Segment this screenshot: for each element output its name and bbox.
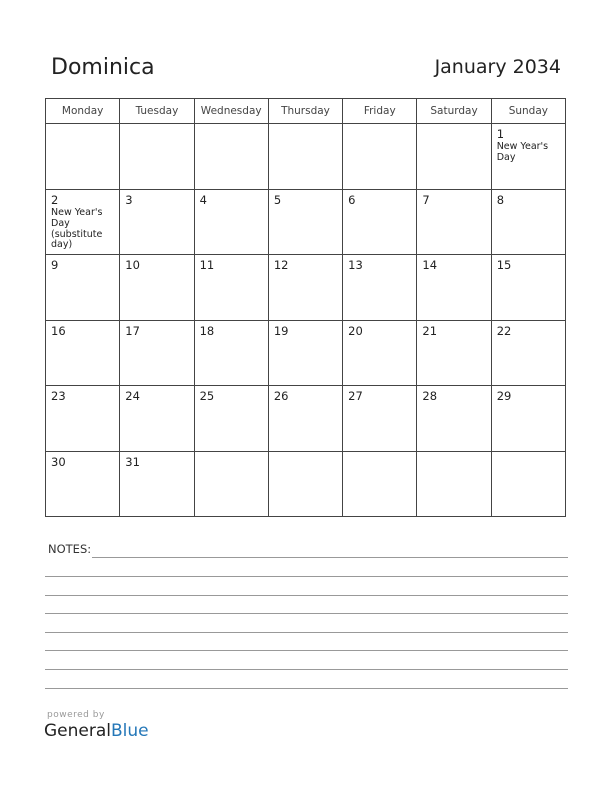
- day-cell[interactable]: [491, 386, 565, 452]
- day-cell[interactable]: [491, 255, 565, 321]
- day-cell[interactable]: [417, 451, 491, 517]
- week-row: [46, 320, 566, 386]
- day-number: 16: [51, 323, 66, 338]
- day-number: 14: [422, 258, 438, 272]
- day-cell[interactable]: [491, 451, 565, 517]
- weekday-header: Monday: [46, 99, 120, 124]
- week-row: [46, 451, 566, 517]
- weekday-header-row: [46, 99, 566, 124]
- day-number: 27: [348, 389, 363, 403]
- day-number: 31: [125, 454, 140, 469]
- month-year-title: January 2034: [434, 56, 561, 78]
- day-number: 3: [125, 192, 133, 207]
- day-cell[interactable]: [417, 320, 491, 386]
- day-number: 26: [273, 389, 289, 403]
- brand-general: General: [44, 721, 111, 741]
- day-cell[interactable]: [268, 386, 342, 452]
- note-line: [92, 557, 568, 558]
- day-number: 29: [496, 389, 512, 403]
- day-number: 25: [199, 389, 215, 403]
- day-cell[interactable]: [417, 255, 491, 321]
- week-row: [46, 255, 566, 321]
- day-number: 7: [422, 192, 430, 207]
- day-cell[interactable]: [343, 451, 417, 517]
- note-line: [45, 669, 568, 670]
- day-number: 11: [199, 258, 215, 272]
- day-number: 24: [125, 389, 140, 403]
- day-number: 28: [422, 389, 438, 403]
- country-title: Dominica: [51, 55, 155, 80]
- day-cell[interactable]: [343, 189, 417, 255]
- day-number: 1: [496, 127, 505, 141]
- day-cell[interactable]: [268, 320, 342, 386]
- day-number: 19: [273, 323, 289, 338]
- day-number: 13: [348, 258, 363, 272]
- day-number: 17: [125, 323, 140, 338]
- note-line: [45, 632, 568, 633]
- day-cell[interactable]: [194, 124, 268, 190]
- holiday-label: New Year's Day (substitute day): [51, 206, 103, 251]
- day-cell[interactable]: [417, 124, 491, 190]
- weekday-header: Sunday: [491, 99, 565, 124]
- day-cell[interactable]: [46, 320, 120, 386]
- day-cell[interactable]: [491, 189, 565, 255]
- day-number: 9: [51, 258, 59, 272]
- week-row: [46, 124, 566, 190]
- day-number: 30: [51, 454, 66, 469]
- weekday-header: Thursday: [268, 99, 342, 124]
- day-number: 4: [199, 192, 207, 207]
- note-line: [45, 650, 568, 651]
- day-cell[interactable]: [46, 189, 120, 255]
- day-number: 8: [496, 192, 505, 207]
- day-cell[interactable]: [120, 124, 194, 190]
- brand-blue: Blue: [111, 721, 149, 741]
- brand-logo[interactable]: [44, 721, 149, 741]
- weekday-header: Tuesday: [120, 99, 194, 124]
- powered-by-text: powered by: [47, 710, 105, 720]
- calendar-grid: [45, 98, 566, 517]
- day-cell[interactable]: [120, 386, 194, 452]
- day-cell[interactable]: [120, 189, 194, 255]
- day-cell[interactable]: [120, 451, 194, 517]
- day-number: 18: [199, 323, 215, 338]
- day-cell[interactable]: [268, 189, 342, 255]
- weekday-header: Wednesday: [194, 99, 268, 124]
- day-number: 15: [496, 258, 512, 272]
- note-line: [45, 595, 568, 596]
- day-number: 2: [51, 192, 59, 207]
- note-line: [45, 688, 568, 689]
- notes-label: NOTES:: [48, 542, 92, 556]
- day-number: 5: [273, 192, 282, 207]
- day-cell[interactable]: [268, 255, 342, 321]
- day-cell[interactable]: [343, 124, 417, 190]
- day-cell[interactable]: [194, 255, 268, 321]
- day-cell[interactable]: [120, 320, 194, 386]
- weekday-header: Friday: [343, 99, 417, 124]
- day-number: 23: [51, 389, 66, 403]
- day-number: 20: [348, 323, 363, 338]
- day-cell[interactable]: [120, 255, 194, 321]
- day-cell[interactable]: [46, 386, 120, 452]
- day-number: 22: [496, 323, 512, 338]
- weekday-header: Saturday: [417, 99, 491, 124]
- day-number: 6: [348, 192, 356, 207]
- day-cell[interactable]: [46, 255, 120, 321]
- day-cell[interactable]: [417, 189, 491, 255]
- day-cell[interactable]: [194, 451, 268, 517]
- day-number: 10: [125, 258, 140, 272]
- day-cell[interactable]: [268, 451, 342, 517]
- day-cell[interactable]: [491, 320, 565, 386]
- day-number: 21: [422, 323, 438, 338]
- day-cell[interactable]: [46, 124, 120, 190]
- day-cell[interactable]: [268, 124, 342, 190]
- week-row: [46, 189, 566, 255]
- day-cell[interactable]: [194, 189, 268, 255]
- day-cell[interactable]: [343, 386, 417, 452]
- week-row: [46, 386, 566, 452]
- day-cell[interactable]: [194, 386, 268, 452]
- day-number: 12: [273, 258, 289, 272]
- day-cell[interactable]: [343, 320, 417, 386]
- note-line: [45, 576, 568, 577]
- holiday-label: New Year's Day: [496, 141, 549, 164]
- day-cell[interactable]: [343, 255, 417, 321]
- day-cell[interactable]: [194, 320, 268, 386]
- day-cell[interactable]: [491, 124, 565, 190]
- note-line: [45, 613, 568, 614]
- day-cell[interactable]: [417, 386, 491, 452]
- day-cell[interactable]: [46, 451, 120, 517]
